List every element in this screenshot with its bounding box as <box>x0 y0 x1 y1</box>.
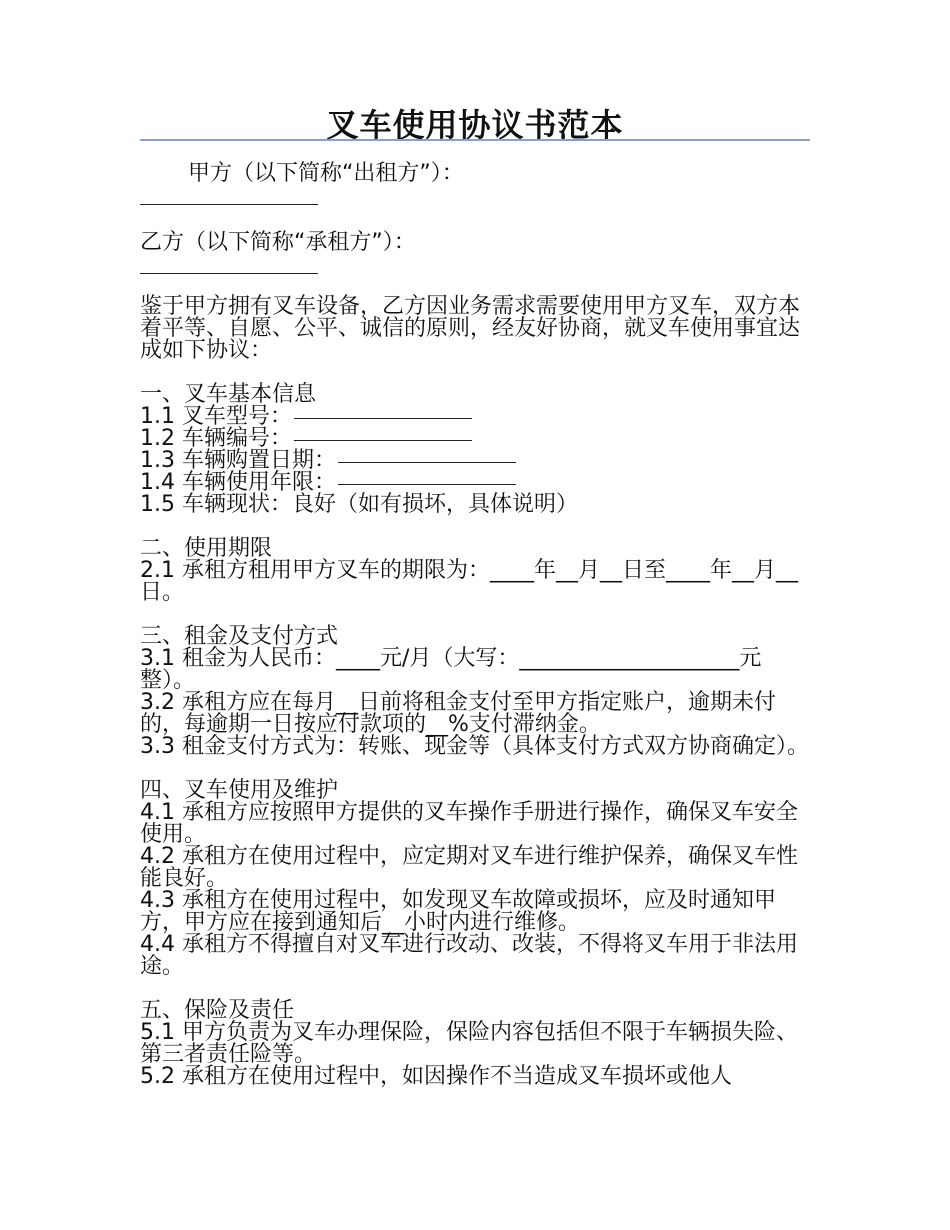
section-item <box>140 428 812 450</box>
section-heading: 四、叉车使用及维护 <box>140 778 339 803</box>
section-heading: 二、使用期限 <box>140 536 273 561</box>
section-item: 5.2 承租方在使用过程中，如因操作不当造成叉车损坏或他人 <box>140 1064 732 1089</box>
item-text: 1.4 车辆使用年限： <box>140 470 336 495</box>
section-item: 1.5 车辆现状：良好（如有损坏，具体说明） <box>140 492 578 517</box>
preamble-paragraph: 鉴于甲方拥有叉车设备，乙方因业务需求需要使用甲方叉车，双方本着平等、自愿、公平、诚信的原则，经友好协商，就叉车使用事宜达成如下协议： <box>140 294 801 363</box>
section-item: 4.4 承租方不得擅自对叉车进行改动、改装，不得将叉车用于非法用途。 <box>140 932 798 979</box>
section-item: 4.1 承租方应按照甲方提供的叉车操作手册进行操作，确保叉车安全使用。 <box>140 800 798 847</box>
fill-blank <box>294 418 472 419</box>
item-text: 1.3 车辆购置日期： <box>140 448 336 473</box>
section-heading: 三、租金及支付方式 <box>140 624 339 649</box>
section-heading: 一、叉车基本信息 <box>140 382 317 407</box>
section-item: 3.2 承租方应在每月__日前将租金支付至甲方指定账户，逾期未付的，每逾期一日按应付款项的__%支付滞纳金。 <box>140 690 776 737</box>
section-heading: 五、保险及责任 <box>140 998 295 1023</box>
section-item: 3.1 租金为人民币：____元/月（大写：____________________元整）。 <box>140 646 762 693</box>
section-item: 3.3 租金支付方式为：转账、现金等（具体支付方式双方协商确定）。 <box>140 734 809 759</box>
fill-blank <box>294 440 472 441</box>
party-b-label: 乙方（以下简称“承租方”）： <box>140 230 416 255</box>
section-item: 2.1 承租方租用甲方叉车的期限为：____年__月__日至____年__月__日。 <box>140 558 798 605</box>
section-item <box>140 450 812 472</box>
party-b-blank <box>140 273 318 274</box>
section-item: 4.3 承租方在使用过程中，如发现叉车故障或损坏，应及时通知甲方，甲方应在接到通知后__小时内进行维修。 <box>140 888 776 935</box>
fill-blank <box>338 484 516 485</box>
section-item <box>140 472 812 494</box>
document-title: 叉车使用协议书范本 <box>326 106 624 144</box>
party-a-blank <box>140 204 318 205</box>
party-a-label: 甲方（以下简称“出租方”）： <box>188 161 464 186</box>
fill-blank <box>338 462 516 463</box>
section-item <box>140 406 812 428</box>
item-text: 1.2 车辆编号： <box>140 426 292 451</box>
section-item: 4.2 承租方在使用过程中，应定期对叉车进行维护保养，确保叉车性能良好。 <box>140 844 798 891</box>
item-text: 1.1 叉车型号： <box>140 404 292 429</box>
section-item: 5.1 甲方负责为叉车办理保险，保险内容包括但不限于车辆损失险、第三者责任险等。 <box>140 1020 798 1067</box>
document-body <box>140 158 812 1088</box>
title-underline <box>140 139 810 141</box>
